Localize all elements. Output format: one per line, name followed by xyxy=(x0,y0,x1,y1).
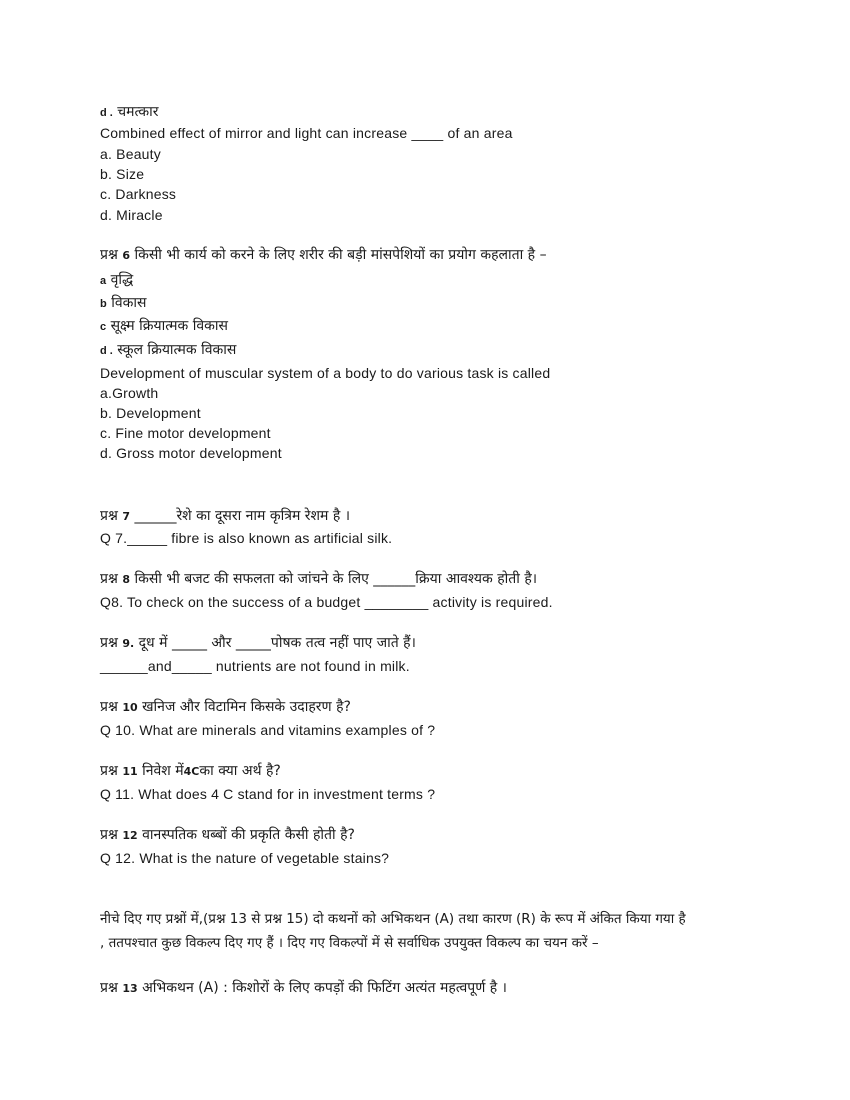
q8-prefix: प्रश्न xyxy=(100,571,118,587)
q6-question-text: किसी भी कार्य को करने के लिए शरीर की बड़ी मांसपेशियों का प्रयोग कहलाता है – xyxy=(134,247,547,263)
q13-prefix: प्रश्न xyxy=(100,980,118,996)
q6-en-question: Development of muscular system of a body to do various task is called xyxy=(100,365,551,381)
q12-hi-text: वानस्पतिक धब्बों की प्रकृति कैसी होती है? xyxy=(142,827,355,843)
q6-hi-option-a-label: a xyxy=(100,275,107,287)
q6-hi-option-b xyxy=(100,294,146,313)
q7-number: 7 xyxy=(122,510,130,523)
q6-hi-option-b-label: b xyxy=(100,298,107,310)
q7-hi-text: ______रेशे का दूसरा नाम कृत्रिम रेशम है । xyxy=(134,508,351,524)
q11-hi-text-b: का क्या अर्थ है? xyxy=(199,763,281,779)
q5-hi-option-d xyxy=(100,103,158,122)
q11-term: 4C xyxy=(183,765,200,778)
q8-hi-text: किसी भी बजट की सफलता को जांचने के लिए ______क्रिया आवश्यक होती है। xyxy=(134,571,538,587)
instructions-line-2: , ततपश्चात कुछ विकल्प दिए गए हैं । दिए गए विकल्पों में से सर्वाधिक उपयुक्त विकल्प का चयन करें – xyxy=(100,935,599,951)
q7-prefix: प्रश्न xyxy=(100,508,118,524)
q6-en-option-b: b. Development xyxy=(100,405,201,421)
q6-hi-option-a-text: वृद्धि xyxy=(110,272,134,288)
q6-hi-option-b-text: विकास xyxy=(111,295,147,311)
q10-en: Q 10. What are minerals and vitamins examples of ? xyxy=(100,722,436,738)
q9-en: ______and_____ nutrients are not found in milk. xyxy=(100,658,410,674)
q6-hi-option-c-text: सूक्ष्म क्रियात्मक विकास xyxy=(110,318,228,334)
q11-prefix: प्रश्न xyxy=(100,763,118,779)
q10-hi-text: खनिज और विटामिन किसके उदाहरण है? xyxy=(142,699,351,715)
q7-hi xyxy=(100,507,350,526)
q7-en: Q 7._____ fibre is also known as artificial silk. xyxy=(100,530,393,546)
q12-number: 12 xyxy=(122,829,138,842)
q11-hi-text-a: निवेश में xyxy=(142,763,184,779)
q10-hi xyxy=(100,698,351,717)
q5-en-question: Combined effect of mirror and light can increase ____ of an area xyxy=(100,125,513,141)
q6-hi-option-d xyxy=(100,341,236,360)
q13-hi-text: अभिकथन (A) : किशोरों के लिए कपड़ों की फिटिंग अत्यंत महत्वपूर्ण है । xyxy=(142,980,507,996)
q6-en-option-d: d. Gross motor development xyxy=(100,445,282,461)
instructions-line-1: नीचे दिए गए प्रश्नों में,(प्रश्न 13 से प्रश्न 15) दो कथनों को अभिकथन (A) तथा कारण (R) के रूप में अंकित किया गया है xyxy=(100,911,686,927)
q6-number: 6 xyxy=(122,249,130,262)
q6-prefix: प्रश्न xyxy=(100,247,118,263)
q12-en: Q 12. What is the nature of vegetable stains? xyxy=(100,850,390,866)
q5-en-option-b: b. Size xyxy=(100,166,145,182)
q6-hi-option-d-label: d . xyxy=(100,345,113,357)
q11-number: 11 xyxy=(122,765,138,778)
q10-prefix: प्रश्न xyxy=(100,699,118,715)
q13-number: 13 xyxy=(122,982,138,995)
q6-hi-question xyxy=(100,246,547,265)
q8-number: 8 xyxy=(122,573,130,586)
q5-hi-option-d-label: d . xyxy=(100,107,113,119)
q6-hi-option-a xyxy=(100,271,133,290)
q10-number: 10 xyxy=(122,701,138,714)
q9-number: 9. xyxy=(122,637,135,650)
q5-en-option-a: a. Beauty xyxy=(100,146,161,162)
q11-hi xyxy=(100,762,281,781)
q6-en-option-a: a.Growth xyxy=(100,385,159,401)
q8-en: Q8. To check on the success of a budget ________ activity is required. xyxy=(100,594,553,610)
q5-hi-option-d-text: चमत्कार xyxy=(117,104,159,120)
q12-hi xyxy=(100,826,355,845)
q8-hi xyxy=(100,570,537,589)
q9-hi xyxy=(100,634,416,653)
q9-hi-text: दूध में _____ और _____पोषक तत्व नहीं पाए जाते हैं। xyxy=(138,635,416,651)
q6-hi-option-c-label: c xyxy=(100,321,107,333)
q6-hi-option-c xyxy=(100,317,228,336)
q13-hi xyxy=(100,979,507,998)
q12-prefix: प्रश्न xyxy=(100,827,118,843)
q6-hi-option-d-text: स्कूल क्रियात्मक विकास xyxy=(117,342,237,358)
q6-en-option-c: c. Fine motor development xyxy=(100,425,271,441)
q5-en-option-c: c. Darkness xyxy=(100,186,177,202)
q11-en: Q 11. What does 4 C stand for in investment terms ? xyxy=(100,786,436,802)
q5-en-option-d: d. Miracle xyxy=(100,207,163,223)
q9-prefix: प्रश्न xyxy=(100,635,118,651)
